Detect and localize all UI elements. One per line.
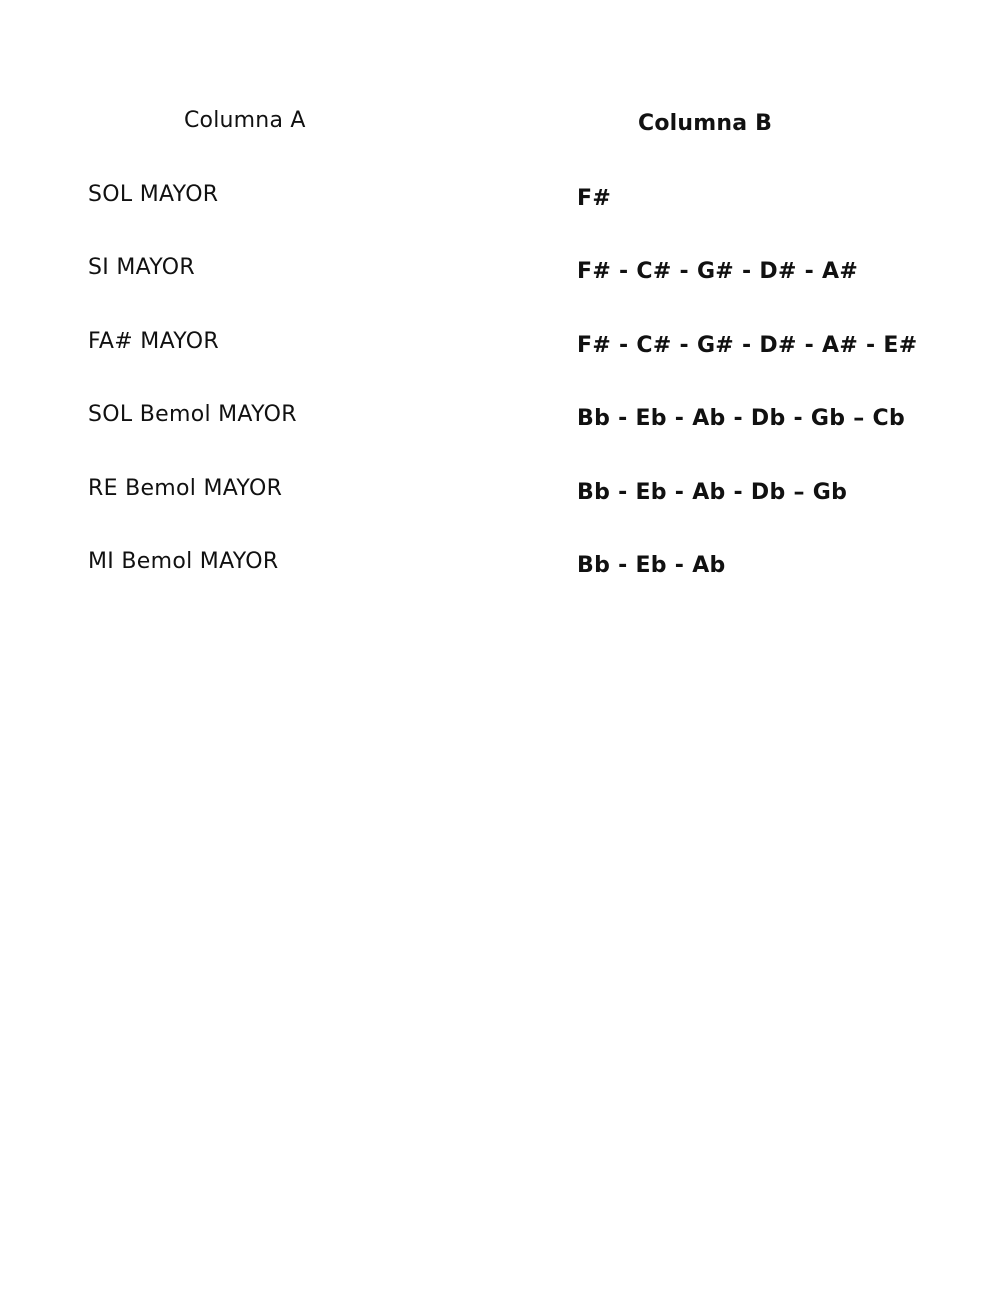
column-b-item-2: F# - C# - G# - D# - A# xyxy=(577,259,859,285)
column-b-item-1: F# xyxy=(577,186,612,211)
column-a-item-si-mayor: SI MAYOR xyxy=(88,255,196,281)
column-b-list xyxy=(577,184,918,624)
column-b-item-3: F# - C# - G# - D# - A# - E# xyxy=(577,332,918,358)
column-b-item-5: Bb - Eb - Ab - Db – Gb xyxy=(577,479,848,505)
column-a-item-sol-bemol-mayor: SOL Bemol MAYOR xyxy=(88,402,297,428)
column-a-item-sol-mayor: SOL MAYOR xyxy=(88,182,219,207)
column-a-item-mi-bemol-mayor: MI Bemol MAYOR xyxy=(88,548,279,574)
column-b-item-6: Bb - Eb - Ab xyxy=(577,552,726,578)
column-b-header: Columna B xyxy=(638,111,773,136)
column-a-header: Columna A xyxy=(184,108,306,133)
column-a-item-fa-sharp-mayor: FA# MAYOR xyxy=(88,328,219,354)
column-a-item-re-bemol-mayor: RE Bemol MAYOR xyxy=(88,475,283,501)
column-b-item-4: Bb - Eb - Ab - Db - Gb – Cb xyxy=(577,406,905,432)
column-a-list xyxy=(88,180,297,620)
